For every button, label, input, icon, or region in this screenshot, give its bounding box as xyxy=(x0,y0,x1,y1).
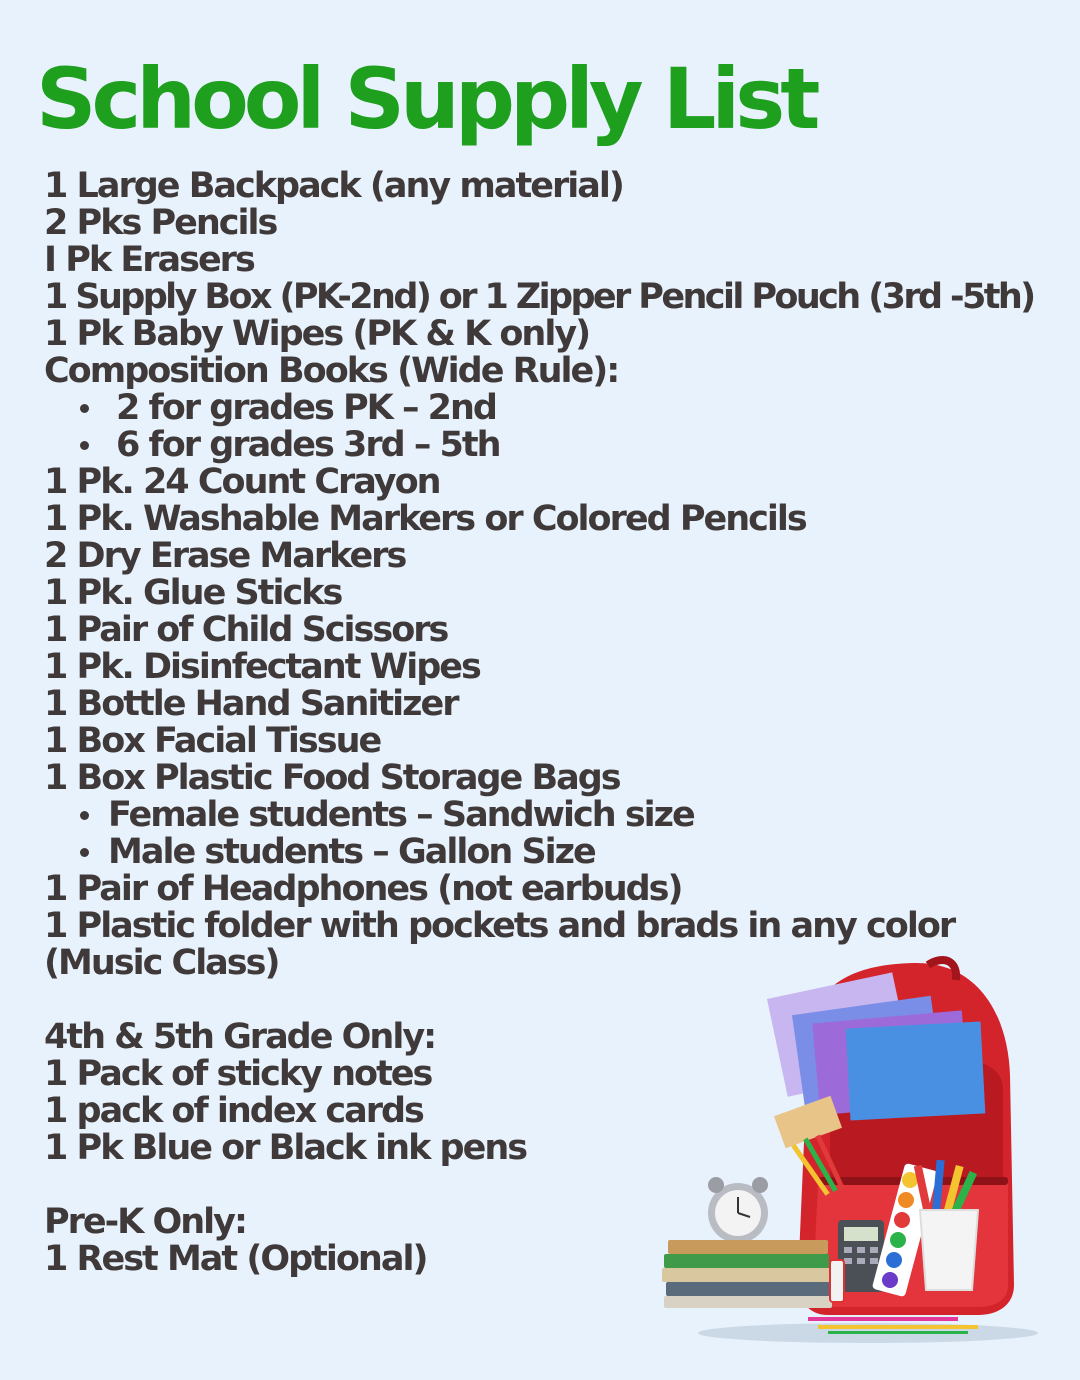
bullet-text: Male students – Gallon Size xyxy=(108,832,595,872)
list-item: 2 Pks Pencils xyxy=(44,203,277,243)
bullet-text: 2 for grades PK – 2nd xyxy=(116,388,496,428)
list-item: 1 Pair of Child Scissors xyxy=(44,610,448,650)
bullet-text: 6 for grades 3rd – 5th xyxy=(116,425,500,465)
bullet-dot-icon xyxy=(80,441,89,450)
page-title: School Supply List xyxy=(36,50,816,148)
bullet-item xyxy=(44,427,1064,464)
bullet-item xyxy=(44,834,1064,871)
list-item: 1 Pk. Disinfectant Wipes xyxy=(44,647,480,687)
list-item: 1 Supply Box (PK-2nd) or 1 Zipper Pencil Pouch (3rd -5th) xyxy=(44,277,1034,317)
bullet-dot-icon xyxy=(80,848,89,857)
alarm-clock-icon xyxy=(708,1177,768,1243)
section-heading-prek: Pre-K Only: xyxy=(44,1202,246,1242)
list-item: 1 Pk Baby Wipes (PK & K only) xyxy=(44,314,590,354)
list-item: 1 Bottle Hand Sanitizer xyxy=(44,684,458,724)
glue-stick-icon xyxy=(830,1260,844,1302)
bullet-item xyxy=(44,797,1064,834)
bullet-dot-icon xyxy=(80,811,89,820)
list-item: 1 pack of index cards xyxy=(44,1091,423,1131)
bullet-item xyxy=(44,390,1064,427)
bullet-dot-icon xyxy=(80,404,89,413)
list-item: I Pk Erasers xyxy=(44,240,254,280)
pen-icon xyxy=(828,1331,968,1334)
list-item: 1 Box Facial Tissue xyxy=(44,721,381,761)
list-item: 1 Rest Mat (Optional) xyxy=(44,1239,427,1279)
spiral-notebooks-icon xyxy=(662,1240,832,1308)
list-item: 1 Plastic folder with pockets and brads in any color xyxy=(44,906,955,946)
list-item: 1 Pair of Headphones (not earbuds) xyxy=(44,869,682,909)
list-item: 1 Large Backpack (any material) xyxy=(44,166,623,206)
list-item: 1 Pk. Washable Markers or Colored Pencils xyxy=(44,499,806,539)
school-supplies-illustration xyxy=(658,955,1050,1345)
list-item: (Music Class) xyxy=(44,943,279,983)
bullet-text: Female students – Sandwich size xyxy=(108,795,694,835)
list-item: 1 Pack of sticky notes xyxy=(44,1054,432,1094)
list-item: 1 Pk. 24 Count Crayon xyxy=(44,462,440,502)
list-item: Composition Books (Wide Rule): xyxy=(44,351,619,391)
list-item: 2 Dry Erase Markers xyxy=(44,536,406,576)
list-item: 1 Pk. Glue Sticks xyxy=(44,573,342,613)
section-heading-grade45: 4th & 5th Grade Only: xyxy=(44,1017,436,1057)
pen-icon xyxy=(808,1317,958,1321)
pencil-icon xyxy=(818,1325,978,1329)
list-item: 1 Box Plastic Food Storage Bags xyxy=(44,758,620,798)
list-item: 1 Pk Blue or Black ink pens xyxy=(44,1128,527,1168)
